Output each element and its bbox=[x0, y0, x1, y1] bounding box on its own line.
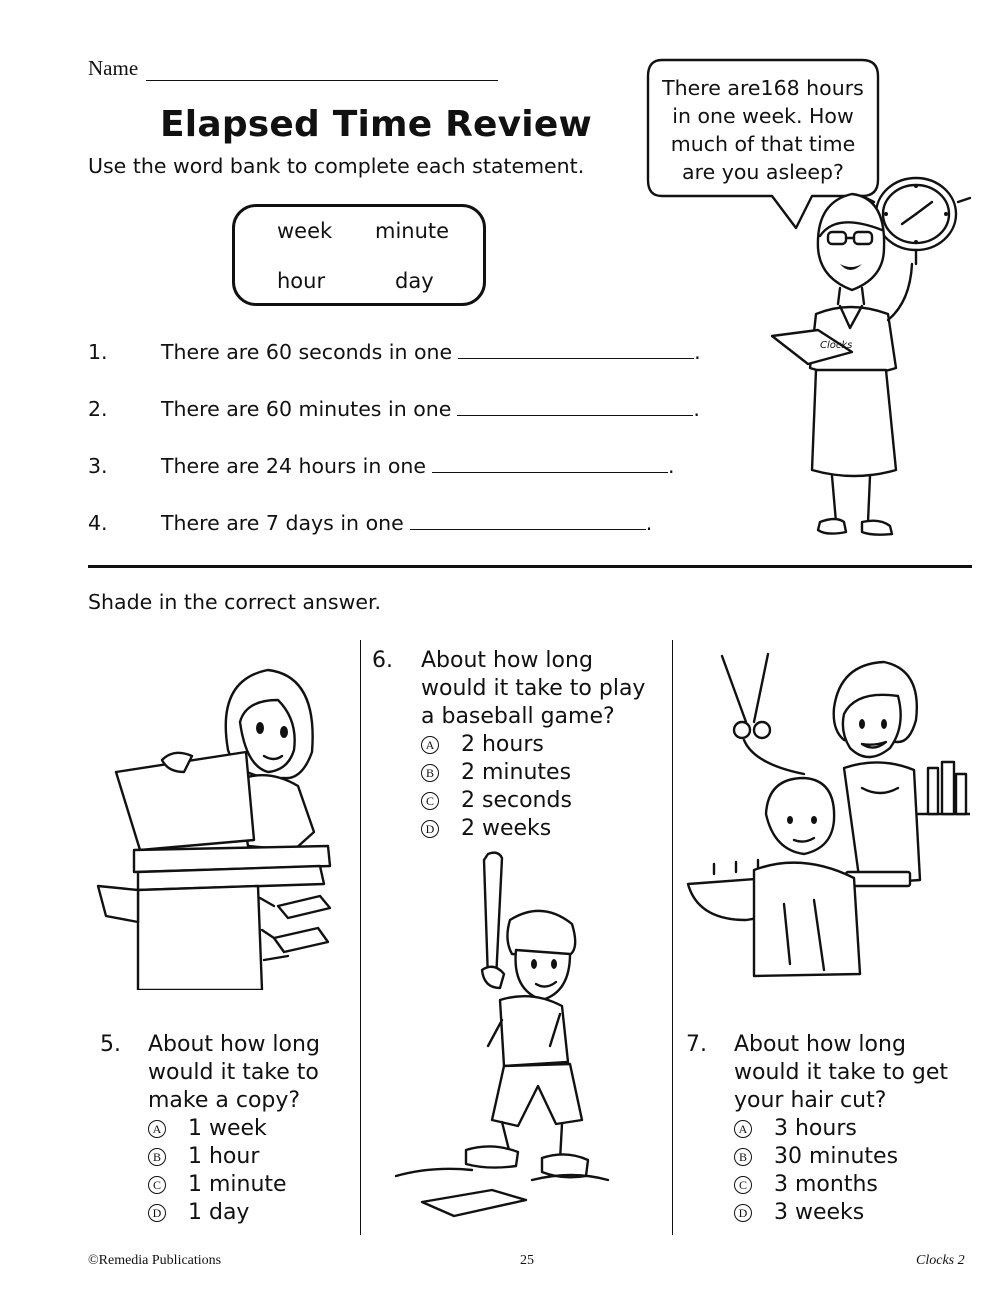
footer-page-number: 25 bbox=[520, 1253, 534, 1268]
answer-bubble[interactable]: B bbox=[734, 1148, 752, 1166]
question-7 bbox=[672, 1031, 972, 1231]
answer-option-c[interactable] bbox=[148, 1171, 287, 1199]
answer-bubble[interactable]: B bbox=[421, 764, 439, 782]
answer-option-c[interactable] bbox=[421, 787, 572, 815]
footer-book-title: Clocks 2 bbox=[916, 1253, 965, 1268]
answer-bubble[interactable]: C bbox=[148, 1176, 166, 1194]
question-6 bbox=[360, 647, 672, 847]
answer-bubble[interactable]: A bbox=[734, 1120, 752, 1138]
question-number: 6. bbox=[372, 648, 393, 673]
question-number: 7. bbox=[686, 1032, 707, 1057]
statement-period: . bbox=[693, 397, 700, 421]
answer-bubble[interactable]: D bbox=[734, 1204, 752, 1222]
instruction-text: Use the word bank to complete each statement. bbox=[88, 154, 585, 178]
statement-period: . bbox=[668, 454, 675, 478]
answer-bubble[interactable]: A bbox=[148, 1120, 166, 1138]
baseball-illustration bbox=[392, 850, 612, 1230]
word-bank-word: week bbox=[277, 219, 333, 243]
question-number: 5. bbox=[100, 1032, 121, 1057]
question-text: About how long bbox=[148, 1032, 320, 1057]
question-text: your hair cut? bbox=[734, 1088, 887, 1113]
answer-option-a[interactable] bbox=[734, 1115, 857, 1143]
stylist-body bbox=[844, 762, 920, 884]
answer-option-b[interactable] bbox=[148, 1143, 259, 1171]
copier-body bbox=[138, 886, 262, 990]
option-text: 1 minute bbox=[188, 1172, 287, 1197]
answer-blank[interactable] bbox=[410, 511, 646, 530]
answer-option-a[interactable] bbox=[421, 731, 544, 759]
baseball-bat-icon bbox=[484, 853, 502, 980]
answer-blank[interactable] bbox=[432, 454, 668, 473]
answer-option-c[interactable] bbox=[734, 1171, 878, 1199]
answer-option-d[interactable] bbox=[421, 815, 551, 843]
answer-bubble[interactable]: D bbox=[421, 820, 439, 838]
question-5 bbox=[0, 1031, 360, 1231]
word-bank-word: minute bbox=[375, 219, 450, 243]
section-instruction: Shade in the correct answer. bbox=[88, 590, 382, 614]
statement-text: There are 7 days in one bbox=[161, 511, 404, 535]
question-text: make a copy? bbox=[148, 1088, 301, 1113]
bubble-text bbox=[648, 74, 878, 186]
answer-bubble[interactable]: A bbox=[421, 736, 439, 754]
option-text: 3 weeks bbox=[774, 1200, 865, 1225]
option-text: 1 hour bbox=[188, 1144, 260, 1169]
statement-number: 3. bbox=[88, 454, 108, 478]
statement-period: . bbox=[694, 340, 701, 364]
question-text: would it take to play bbox=[421, 676, 646, 701]
statement-number: 2. bbox=[88, 397, 108, 421]
option-text: 3 hours bbox=[774, 1116, 857, 1141]
answer-option-b[interactable] bbox=[421, 759, 571, 787]
answer-bubble[interactable]: C bbox=[734, 1176, 752, 1194]
home-plate bbox=[422, 1190, 526, 1216]
option-text: 2 minutes bbox=[461, 760, 572, 785]
word-bank bbox=[232, 204, 486, 306]
answer-option-b[interactable] bbox=[734, 1143, 898, 1171]
bubble-line: in one week. How bbox=[672, 104, 854, 128]
answer-bubble[interactable]: B bbox=[148, 1148, 166, 1166]
question-text: would it take to get bbox=[734, 1060, 948, 1085]
statement-text: There are 24 hours in one bbox=[161, 454, 427, 478]
scissors-icon bbox=[722, 654, 770, 738]
teacher-skirt bbox=[812, 370, 896, 476]
name-line[interactable] bbox=[146, 60, 498, 81]
option-text: 2 seconds bbox=[461, 788, 572, 813]
statement-text: There are 60 seconds in one bbox=[161, 340, 453, 364]
haircut-cape bbox=[754, 863, 860, 976]
option-text: 3 months bbox=[774, 1172, 878, 1197]
option-text: 1 week bbox=[188, 1116, 267, 1141]
section-divider bbox=[88, 565, 972, 568]
question-text: About how long bbox=[421, 648, 593, 673]
answer-option-a[interactable] bbox=[148, 1115, 267, 1143]
bubble-line: are you asleep? bbox=[682, 160, 844, 184]
name-label: Name bbox=[88, 56, 139, 80]
bubble-line: There are168 hours bbox=[662, 76, 864, 100]
question-text: About how long bbox=[734, 1032, 906, 1057]
option-text: 30 minutes bbox=[774, 1144, 899, 1169]
book-label: Clocks bbox=[820, 340, 853, 351]
answer-bubble[interactable]: D bbox=[148, 1204, 166, 1222]
question-text: would it take to bbox=[148, 1060, 319, 1085]
answer-option-d[interactable] bbox=[734, 1199, 864, 1227]
option-text: 2 weeks bbox=[461, 816, 552, 841]
question-text: a baseball game? bbox=[421, 704, 615, 729]
haircut-illustration bbox=[684, 644, 970, 1004]
copier-illustration bbox=[88, 660, 350, 990]
option-text: 1 day bbox=[188, 1200, 250, 1225]
player-jersey bbox=[500, 996, 568, 1066]
answer-option-d[interactable] bbox=[148, 1199, 249, 1227]
name-field bbox=[88, 56, 498, 81]
word-bank-word: day bbox=[395, 269, 434, 293]
bubble-line: much of that time bbox=[670, 132, 856, 156]
statement-number: 1. bbox=[88, 340, 108, 364]
statement-period: . bbox=[645, 511, 653, 535]
word-bank-word: hour bbox=[277, 269, 326, 293]
option-text: 2 hours bbox=[461, 732, 544, 757]
footer-publisher: ©Remedia Publications bbox=[88, 1253, 222, 1268]
answer-bubble[interactable]: C bbox=[421, 792, 439, 810]
worksheet-title: Elapsed Time Review bbox=[160, 104, 592, 145]
statement-text: There are 60 minutes in one bbox=[161, 397, 452, 421]
statement-number: 4. bbox=[88, 511, 108, 535]
